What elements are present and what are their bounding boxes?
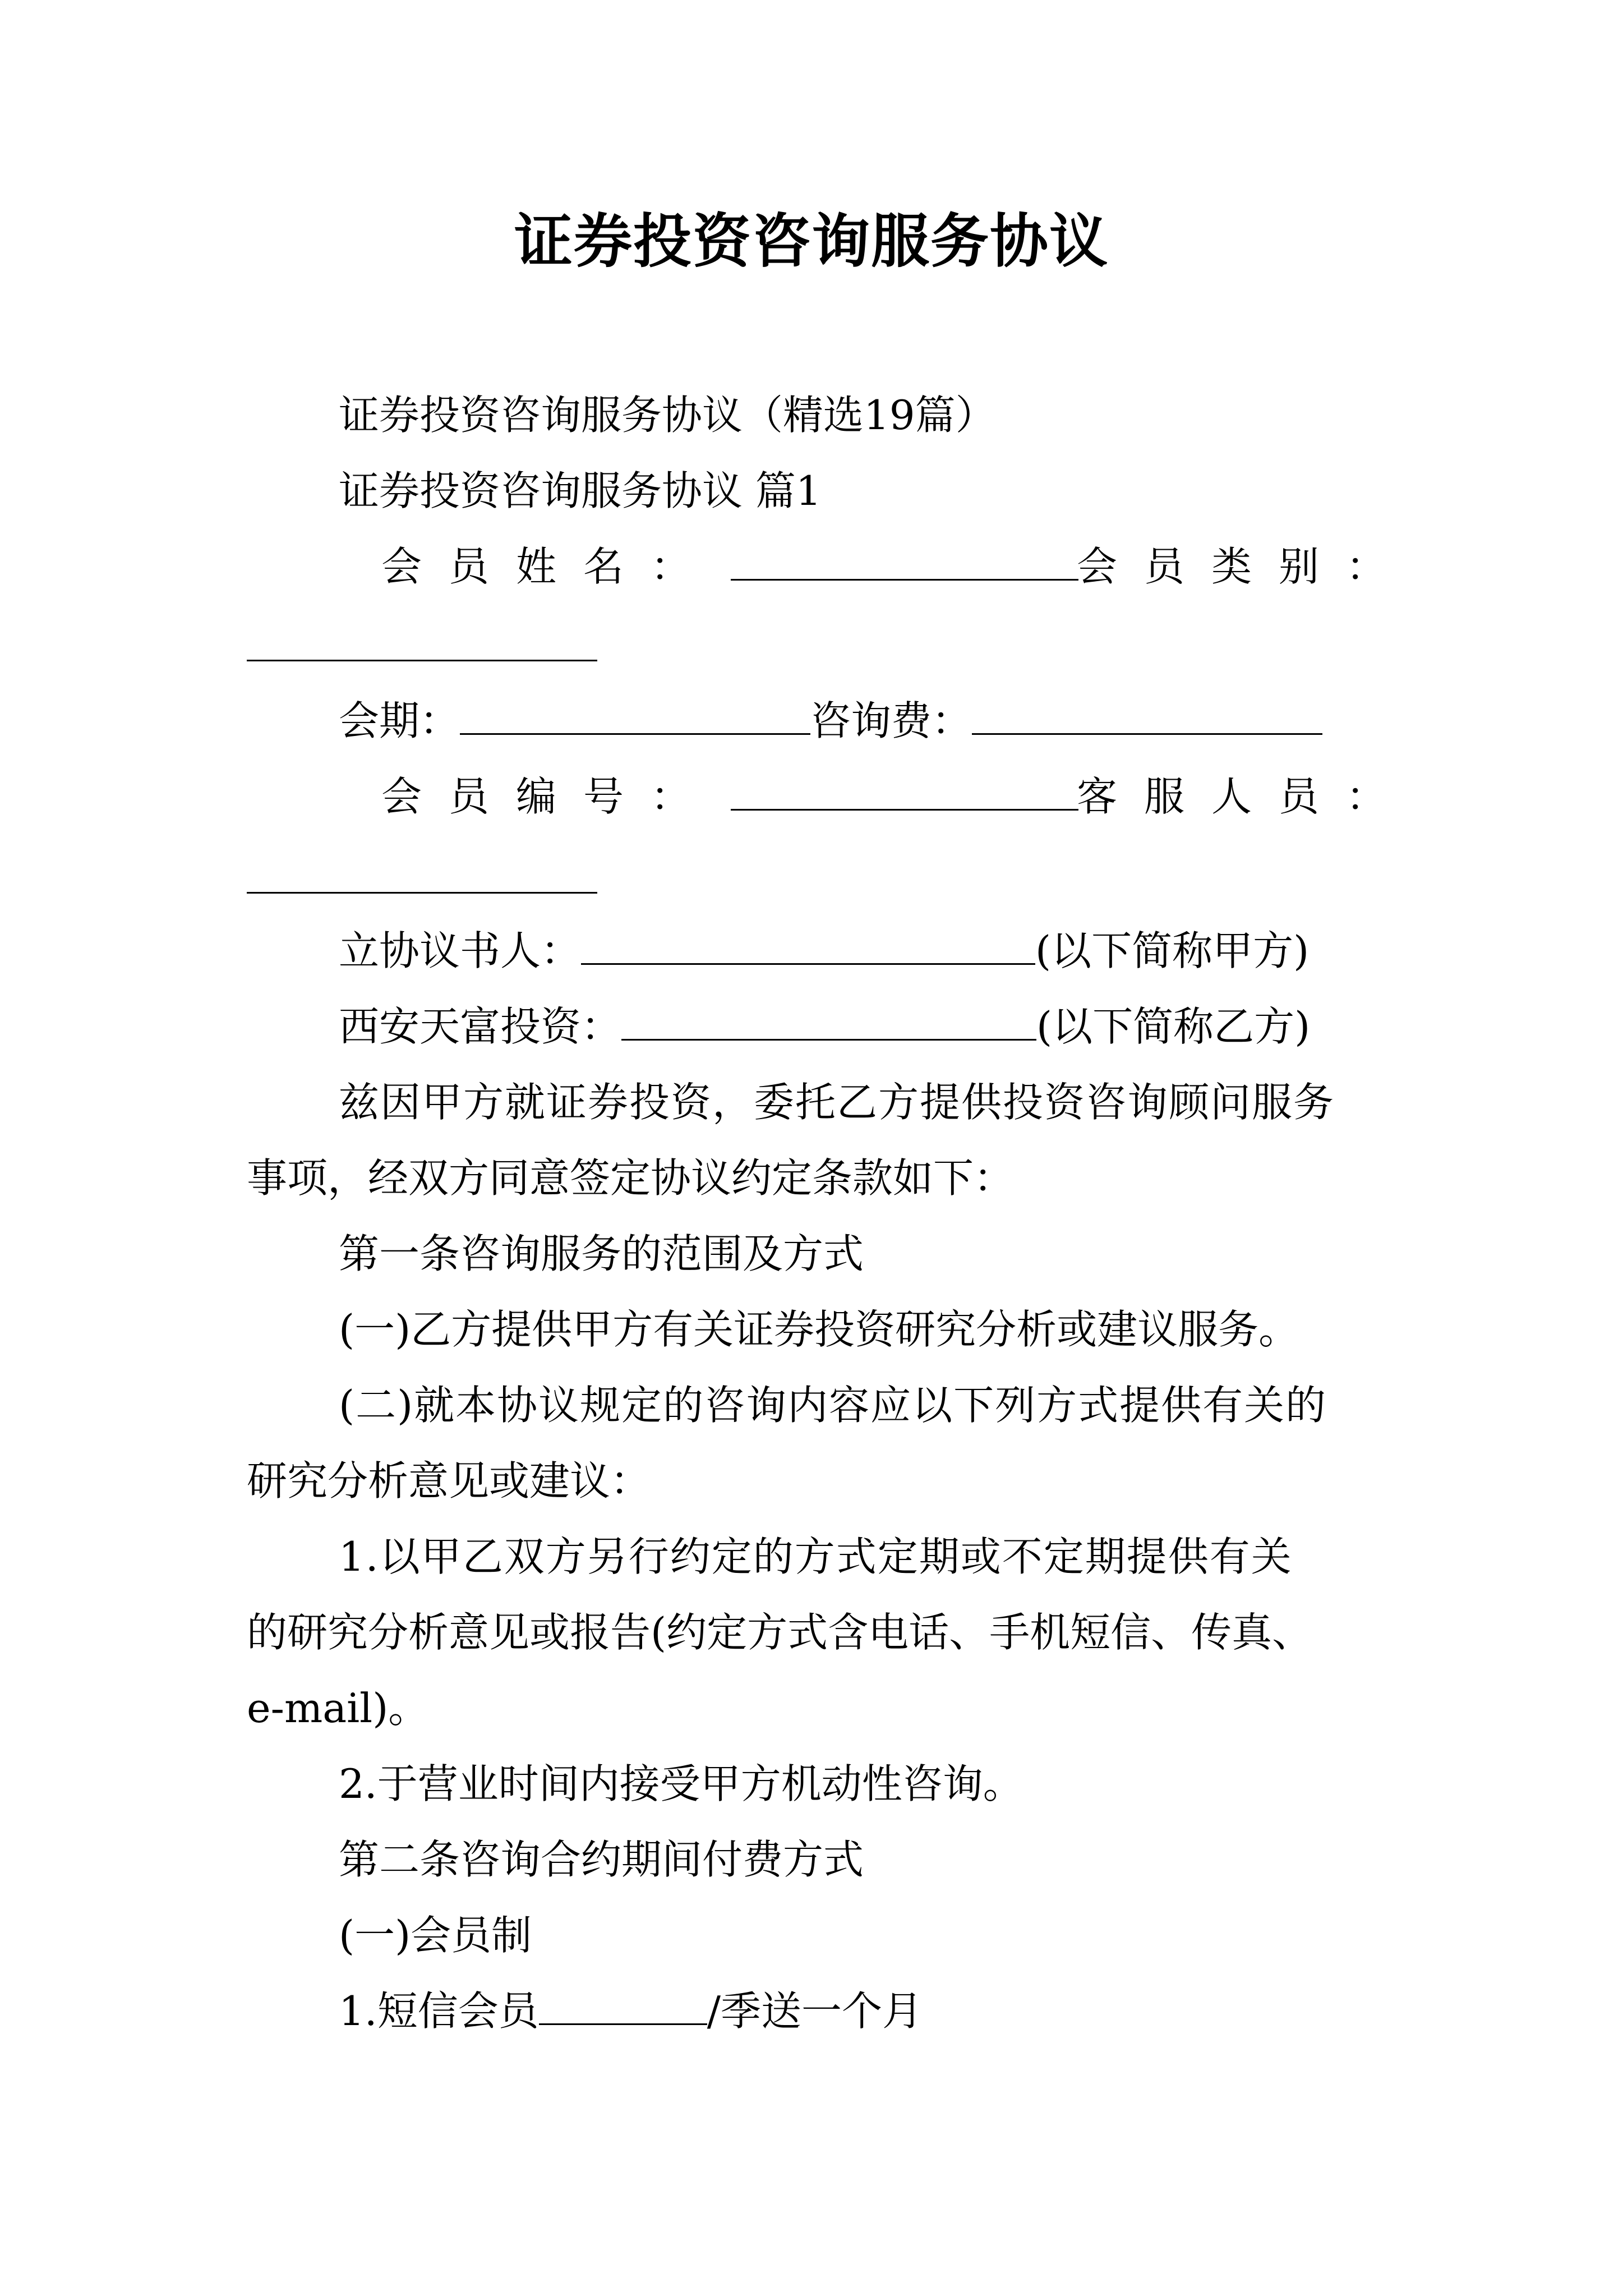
member-type-blank xyxy=(247,660,597,661)
section-heading: 证券投资咨询服务协议 篇1 xyxy=(339,467,822,514)
period-fee-row xyxy=(339,693,1322,749)
method-1-line-2: 的研究分析意见或报告(约定方式含电话、手机短信、传真、 xyxy=(247,1609,1313,1656)
subtitle: 证券投资咨询服务协议（精选19篇） xyxy=(339,392,996,439)
sms-member-blank xyxy=(539,1983,707,2025)
party-a-label: 立协议书人： xyxy=(339,927,582,974)
intro-line-1: 兹因甲方就证券投资，委托乙方提供投资咨询顾问服务 xyxy=(339,1079,1335,1126)
party-b-label: 西安天富投资： xyxy=(339,1003,622,1050)
fee-label: 咨询费： xyxy=(810,697,972,744)
member-name-row xyxy=(381,539,1078,595)
method-1-line-1: 1.以甲乙双方另行约定的方式定期或不定期提供有关 xyxy=(339,1533,1293,1580)
sms-member-suffix: /季送一个月 xyxy=(707,1987,923,2035)
period-blank xyxy=(460,693,810,735)
service-staff-label: 客服人员： xyxy=(1077,773,1414,820)
member-type-label-wrap xyxy=(1077,539,1413,595)
article-1-title: 第一条咨询服务的范围及方式 xyxy=(339,1230,864,1277)
sms-member-prefix: 1.短信会员 xyxy=(339,1987,539,2035)
fee-blank xyxy=(972,693,1322,735)
intro-line-2: 事项，经双方同意签定协议约定条款如下： xyxy=(247,1154,1015,1202)
method-2: 2.于营业时间内接受甲方机动性咨询。 xyxy=(339,1760,1023,1807)
party-a-blank xyxy=(581,923,1035,965)
service-staff-blank xyxy=(247,892,597,894)
member-type-label: 会员类别： xyxy=(1077,543,1414,590)
method-1-line-3: e-mail)。 xyxy=(247,1685,429,1732)
member-name-blank xyxy=(731,539,1078,581)
party-b-blank xyxy=(621,999,1036,1041)
document-title: 证券投资咨询服务协议 xyxy=(514,206,1109,275)
party-a-row xyxy=(339,923,1309,979)
member-no-label: 会员编号： xyxy=(381,773,718,820)
service-staff-label-wrap xyxy=(1077,769,1413,825)
article-1-item-2-line-2: 研究分析意见或建议： xyxy=(247,1457,651,1504)
article-2-item-1: (一)会员制 xyxy=(339,1912,532,1959)
article-1-item-2-line-1: (二)就本协议规定的咨询内容应以下列方式提供有关的 xyxy=(339,1382,1327,1429)
party-b-suffix: (以下简称乙方) xyxy=(1036,1003,1311,1050)
article-2-title: 第二条咨询合约期间付费方式 xyxy=(339,1836,864,1883)
party-b-row xyxy=(339,999,1310,1055)
period-label: 会期： xyxy=(339,697,460,744)
sms-member-row xyxy=(339,1983,923,2039)
member-no-row xyxy=(381,769,1078,825)
article-1-item-1: (一)乙方提供甲方有关证券投资研究分析或建议服务。 xyxy=(339,1306,1299,1353)
member-no-blank xyxy=(731,769,1078,811)
party-a-suffix: (以下简称甲方) xyxy=(1035,927,1310,974)
member-name-label: 会员姓名： xyxy=(381,543,718,590)
